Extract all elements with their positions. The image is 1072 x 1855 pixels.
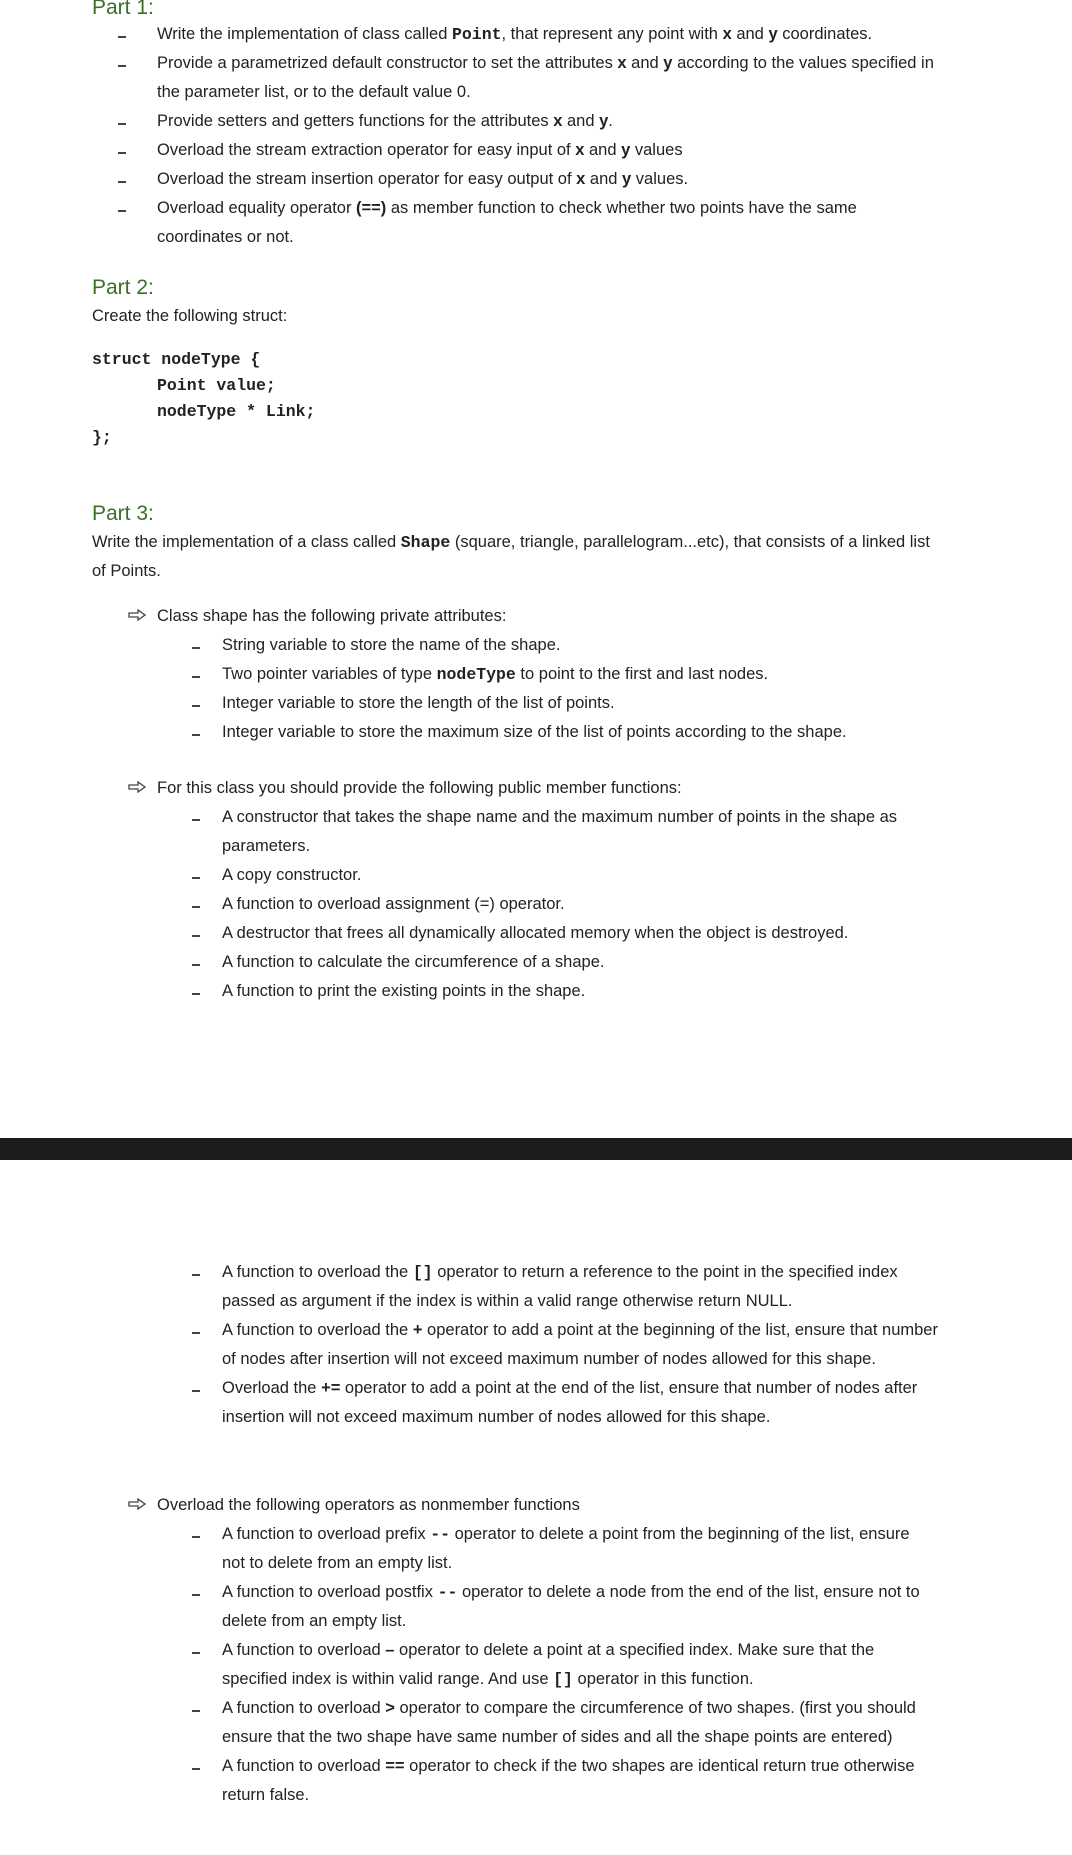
list-item-line [222,1349,876,1369]
nonmember-title: Overload the following operators as nonmember functions [157,1496,580,1514]
bold-term: += [321,1379,341,1397]
list-item-line [157,24,872,45]
text-run: Provide a parametrized default constructor to set the attributes [157,54,618,72]
text-run: A function to overload the [222,1321,413,1339]
text-run: Write the implementation of a class called [92,533,401,551]
bold-term: x [617,54,627,72]
paragraph-line [92,561,161,581]
list-item-line [222,1669,754,1690]
list-item-line [222,1640,874,1660]
text-run: operator to return a reference to the point in the specified index [432,1263,898,1281]
page-break-divider [0,1138,1072,1160]
bold-term: y [663,54,673,72]
text-run: the parameter list, or to the default value 0. [157,83,471,101]
arrow-bullet-icon [128,781,146,793]
bold-term: + [412,1321,423,1339]
list-item-line [222,894,565,914]
text-run: to point to the first and last nodes. [515,665,769,683]
list-item-line [222,722,847,742]
dash-bullet [192,1768,200,1770]
text-run: return false. [222,1786,310,1804]
text-run: and [585,170,623,188]
code-term: nodeType [436,665,516,684]
text-run: according to the values specified in [672,54,934,72]
list-item-line [222,807,897,827]
bold-term: > [385,1699,395,1717]
text-run: A function to calculate the circumference of a shape. [222,953,605,971]
text-run: A function to overload [222,1757,386,1775]
bold-term: y [768,25,778,43]
list-item-line [222,1727,893,1747]
text-run: values [630,141,683,159]
part2-heading: Part 2: [92,276,154,299]
text-run: operator to compare the circumference of two shapes. (first you should [394,1699,916,1717]
text-run: A function to overload assignment (=) operator. [222,895,565,913]
text-run: insertion will not exceed maximum number of nodes allowed for this shape. [222,1408,771,1426]
list-item-line [222,1407,770,1427]
text-run: , that represent any point with [501,25,723,43]
text-run: operator to delete a point at a specified index. Make sure that the [394,1641,875,1659]
list-item-line [157,140,683,160]
text-run: and [584,141,622,159]
text-run: A destructor that frees all dynamically allocated memory when the object is destroyed. [222,924,849,942]
list-item-line [222,865,361,885]
code-line: nodeType * Link; [157,402,316,421]
dash-bullet [192,993,200,995]
text-run: as member function to check whether two points have the same [386,199,857,217]
dash-bullet [118,152,126,154]
text-run: A function to print the existing points in the shape. [222,982,586,1000]
list-item-line [157,53,934,73]
text-run: ensure that the two shape have same number of sides and all the shape points are entered) [222,1728,893,1746]
dash-bullet [118,181,126,183]
bold-term: x [576,170,586,188]
dash-bullet [192,647,200,649]
list-item-line [222,1553,452,1573]
dash-bullet [118,210,126,212]
bold-term: y [599,112,609,130]
dash-bullet [192,1710,200,1712]
list-item-line [222,1611,406,1631]
list-item-line [222,1262,898,1283]
bold-term: y [622,170,632,188]
dash-bullet [192,1536,200,1538]
code-term: Point [452,25,502,44]
list-item-line [222,952,604,972]
list-item-line [222,836,310,856]
private-attributes-title: Class shape has the following private attributes: [157,607,507,625]
dash-bullet [192,705,200,707]
code-line: }; [92,428,112,447]
arrow-bullet-icon [128,609,146,621]
list-item-line [222,635,560,655]
code-term: -- [430,1525,451,1544]
dash-bullet [192,819,200,821]
bold-term: – [385,1641,395,1659]
text-run: parameters. [222,837,311,855]
list-item-line [222,981,585,1001]
text-run: operator to delete a point from the beginning of the list, ensure [450,1525,910,1543]
text-run: coordinates or not. [157,228,294,246]
list-item-line [222,1378,917,1398]
list-item-line [222,1320,938,1340]
dash-bullet [192,877,200,879]
text-run: A copy constructor. [222,866,362,884]
text-run: Integer variable to store the length of the list of points. [222,694,615,712]
list-item-line [222,664,768,685]
dash-bullet [192,1274,200,1276]
part3-heading: Part 3: [92,502,154,525]
text-run: Overload the stream insertion operator for easy output of [157,170,577,188]
list-item-line [222,1756,915,1776]
text-run: and [562,112,600,130]
paragraph-line [92,532,930,553]
dash-bullet [118,36,126,38]
public-functions-title: For this class you should provide the following public member functions: [157,779,682,797]
bold-term: x [575,141,585,159]
text-run: values. [631,170,689,188]
list-item-line [157,198,857,218]
code-term: [] [412,1263,433,1282]
text-run: and [626,54,664,72]
text-run: A function to overload prefix [222,1525,431,1543]
text-run: Write the implementation of class called [157,25,452,43]
text-run: Overload equality operator [157,199,357,217]
dash-bullet [118,123,126,125]
text-run: Integer variable to store the maximum size of the list of points according to the shape. [222,723,847,741]
list-item-line [157,227,294,247]
arrow-bullet-icon [128,1498,146,1510]
list-item-line [222,693,615,713]
dash-bullet [192,964,200,966]
text-run: passed as argument if the index is within a valid range otherwise return NULL. [222,1292,793,1310]
bold-term: == [385,1757,405,1775]
text-run: coordinates. [777,25,873,43]
text-run: Two pointer variables of type [222,665,437,683]
dash-bullet [192,734,200,736]
list-item-line [157,169,688,189]
list-item-line [222,1698,916,1718]
bold-term: (==) [356,199,387,217]
text-run: A function to overload postfix [222,1583,438,1601]
text-run: A function to overload [222,1641,386,1659]
code-term: -- [437,1583,458,1602]
code-line: struct nodeType { [92,350,261,369]
dash-bullet [118,65,126,67]
list-item-line [157,82,471,102]
code-term: Shape [400,533,451,552]
text-run: A function to overload [222,1699,386,1717]
text-run: operator in this function. [572,1670,754,1688]
text-run: (square, triangle, parallelogram...etc), that consists of a linked list [450,533,930,551]
dash-bullet [192,1652,200,1654]
dash-bullet [192,1390,200,1392]
text-run: of nodes after insertion will not exceed maximum number of nodes allowed for this shape. [222,1350,876,1368]
list-item-line [222,923,848,943]
text-run: and [731,25,769,43]
code-line: Point value; [157,376,276,395]
text-run: operator to add a point at the end of the list, ensure that number of nodes after [340,1379,918,1397]
dash-bullet [192,1594,200,1596]
text-run: String variable to store the name of the shape. [222,636,561,654]
text-run: A function to overload the [222,1263,413,1281]
text-run: operator to check if the two shapes are identical return true otherwise [404,1757,915,1775]
dash-bullet [192,935,200,937]
dash-bullet [192,1332,200,1334]
list-item-line [222,1582,920,1603]
bold-term: x [722,25,732,43]
list-item-line [222,1291,792,1311]
text-run: operator to add a point at the beginning of the list, ensure that number [422,1321,938,1339]
bold-term: x [553,112,563,130]
list-item-line [157,111,613,131]
list-item-line [222,1524,910,1545]
dash-bullet [192,906,200,908]
text-run: A constructor that takes the shape name and the maximum number of points in the shape as [222,808,898,826]
part2-intro: Create the following struct: [92,307,288,325]
text-run: . [608,112,613,130]
code-term: [] [553,1670,573,1689]
bold-term: y [621,141,631,159]
text-run: not to delete from an empty list. [222,1554,453,1572]
text-run: of Points. [92,562,161,580]
list-item-line [222,1785,309,1805]
text-run: Overload the [222,1379,322,1397]
text-run: Provide setters and getters functions for the attributes [157,112,554,130]
text-run: operator to delete a node from the end of the list, ensure not to [457,1583,920,1601]
text-run: specified index is within valid range. And use [222,1670,554,1688]
dash-bullet [192,676,200,678]
text-run: Overload the stream extraction operator for easy input of [157,141,576,159]
part1-heading: Part 1: [92,0,154,19]
text-run: delete from an empty list. [222,1612,407,1630]
